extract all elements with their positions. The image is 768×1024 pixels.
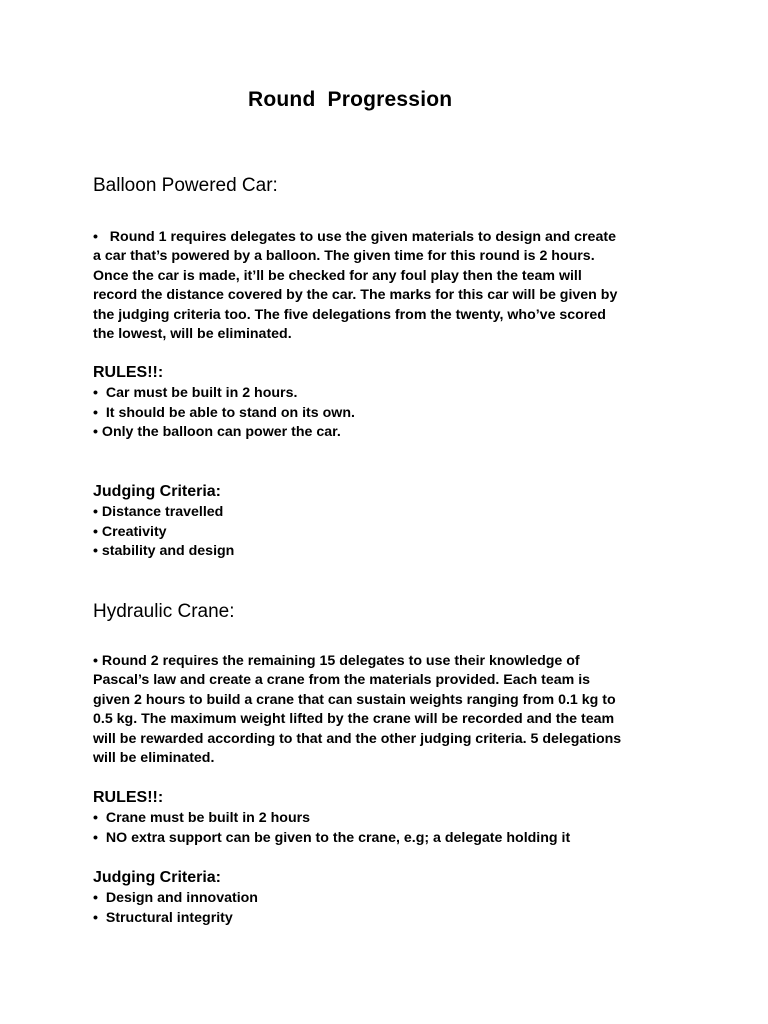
paragraph-line: a car that’s powered by a balloon. The given time for this round is 2 hours. bbox=[93, 248, 595, 265]
balloon-car-description bbox=[93, 228, 683, 344]
criteria-item: • Creativity bbox=[93, 523, 167, 540]
paragraph-line: will be rewarded according to that and the other judging criteria. 5 delegations bbox=[93, 730, 622, 747]
criteria-item: • Distance travelled bbox=[93, 504, 224, 520]
paragraph-line: record the distance covered by the car. The marks for this car will be given by bbox=[93, 287, 618, 304]
paragraph-line: Once the car is made, it’ll be checked for any foul play then the team will bbox=[93, 267, 582, 284]
rule-item: • Crane must be built in 2 hours bbox=[93, 810, 311, 826]
page-title: Round Progression bbox=[248, 88, 453, 111]
hydraulic-crane-description bbox=[93, 652, 683, 768]
rules-list bbox=[93, 384, 355, 443]
judging-criteria-list bbox=[93, 889, 258, 928]
criteria-item: • Design and innovation bbox=[93, 890, 258, 906]
rule-item: • NO extra support can be given to the crane, e.g; a delegate holding it bbox=[93, 829, 571, 846]
paragraph-line: Pascal’s law and create a crane from the materials provided. Each team is bbox=[93, 672, 591, 689]
judging-criteria-list bbox=[93, 503, 234, 562]
paragraph-line: will be eliminated. bbox=[93, 750, 215, 767]
rule-item: • Only the balloon can power the car. bbox=[93, 424, 341, 441]
rules-heading: RULES!!: bbox=[93, 364, 164, 381]
paragraph-line: • Round 1 requires delegates to use the given materials to design and create bbox=[93, 229, 616, 245]
paragraph-line: the lowest, will be eliminated. bbox=[93, 326, 292, 343]
criteria-item: • stability and design bbox=[93, 543, 235, 560]
paragraph-line: • Round 2 requires the remaining 15 delegates to use their knowledge of bbox=[93, 653, 580, 669]
rules-heading: RULES!!: bbox=[93, 789, 164, 806]
section-heading-hydraulic-crane: Hydraulic Crane: bbox=[93, 601, 235, 622]
paragraph-line: the judging criteria too. The five delegations from the twenty, who’ve scored bbox=[93, 306, 606, 323]
rule-item: • It should be able to stand on its own. bbox=[93, 404, 355, 421]
judging-criteria-heading: Judging Criteria: bbox=[93, 483, 222, 500]
rules-list bbox=[93, 809, 570, 848]
rule-item: • Car must be built in 2 hours. bbox=[93, 385, 298, 401]
paragraph-line: given 2 hours to build a crane that can sustain weights ranging from 0.1 kg to bbox=[93, 691, 616, 708]
paragraph-line: 0.5 kg. The maximum weight lifted by the crane will be recorded and the team bbox=[93, 711, 615, 728]
section-heading-balloon-car: Balloon Powered Car: bbox=[93, 175, 278, 196]
judging-criteria-heading: Judging Criteria: bbox=[93, 869, 222, 886]
criteria-item: • Structural integrity bbox=[93, 909, 233, 926]
